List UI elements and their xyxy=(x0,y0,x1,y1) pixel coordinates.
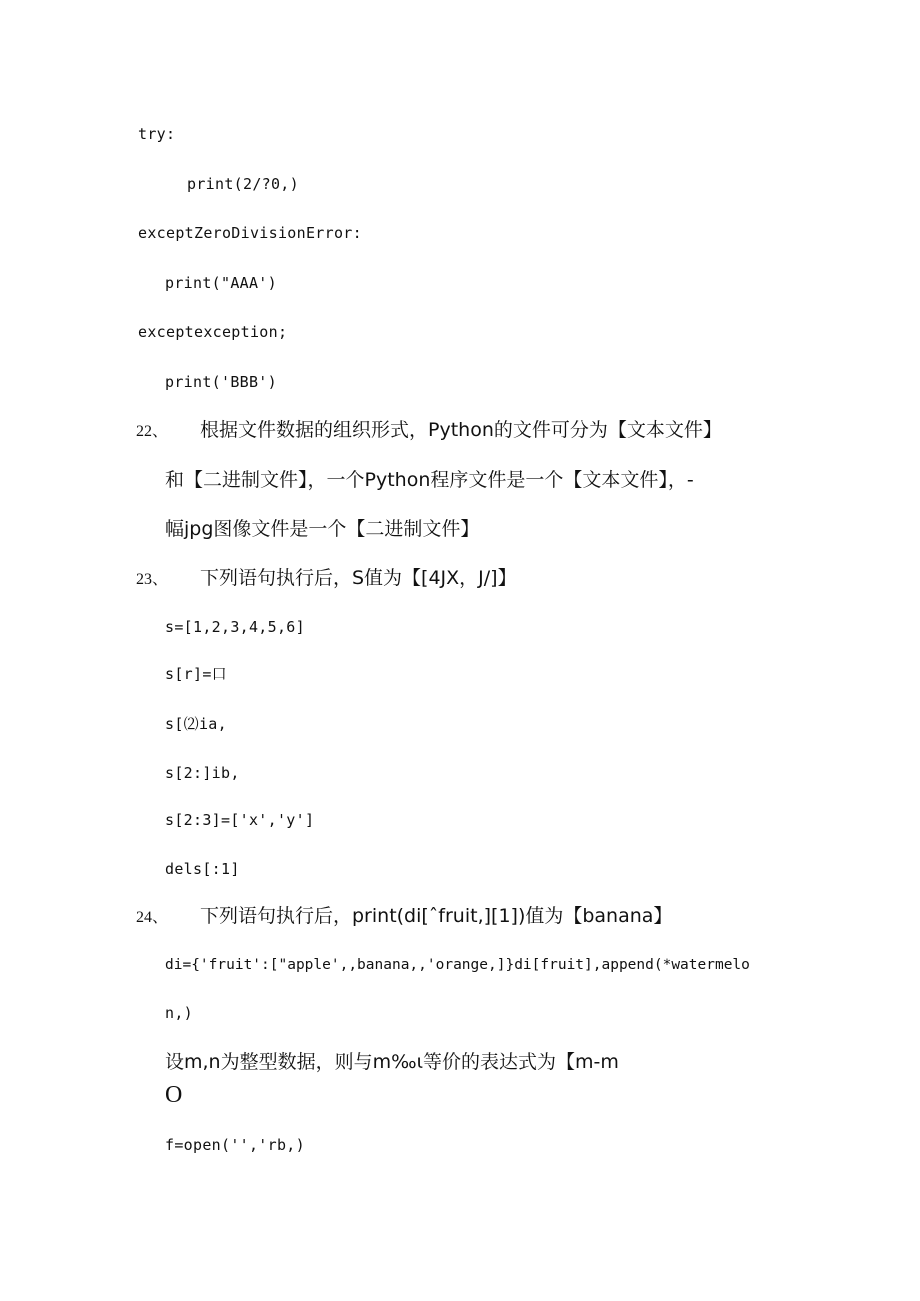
code-line-except-exception: exceptexception; xyxy=(138,323,288,341)
question-22-line-2: 和【二进制文件】，一个Python程序文件是一个【文本文件】，- xyxy=(165,469,694,491)
question-22-line-1: 根据文件数据的组织形式，Python的文件可分为【文本文件】 xyxy=(200,419,722,441)
question-25-line-1: 设m,n为整型数据，则与m‰ι等价的表达式为【m-m xyxy=(165,1051,619,1073)
code-line-except-zerodivision: exceptZeroDivisionError: xyxy=(138,224,362,242)
question-23-text: 下列语句执行后，S值为【[4JX，J/]】 xyxy=(200,567,517,589)
q23-code-line-4: s[2:]ib, xyxy=(165,764,240,782)
code-line-print-division: print(2/?0,) xyxy=(187,175,299,193)
q23-code-line-3: s[⑵ia, xyxy=(165,715,227,733)
code-line-print-aaa: print("AAA') xyxy=(165,274,277,292)
question-24-text: 下列语句执行后，print(di[ˆfruit,][1])值为【banana】 xyxy=(200,905,673,927)
q23-code-line-1: s=[1,2,3,4,5,6] xyxy=(165,618,305,636)
q23-code-line-6: dels[:1] xyxy=(165,860,240,878)
question-22-number: 22、 xyxy=(136,423,169,440)
code-line-file-open: f=open('','rb,) xyxy=(165,1136,305,1154)
q24-code-line-1: di={'fruit':["apple',,banana,,'orange,]}di[fruit],append(*watermelo xyxy=(165,957,750,973)
q23-code-line-2: s[r]=口 xyxy=(165,665,227,683)
question-25-line-2: O xyxy=(165,1082,183,1108)
code-line-print-bbb: print('BBB') xyxy=(165,373,277,391)
question-22-line-3: 幅jpg图像文件是一个【二进制文件】 xyxy=(165,518,480,540)
question-24-number: 24、 xyxy=(136,909,169,926)
question-23-number: 23、 xyxy=(136,571,169,588)
q23-code-line-5: s[2:3]=['x','y'] xyxy=(165,811,315,829)
q24-code-line-2: n,) xyxy=(165,1004,193,1022)
code-line-try: try: xyxy=(138,125,176,143)
